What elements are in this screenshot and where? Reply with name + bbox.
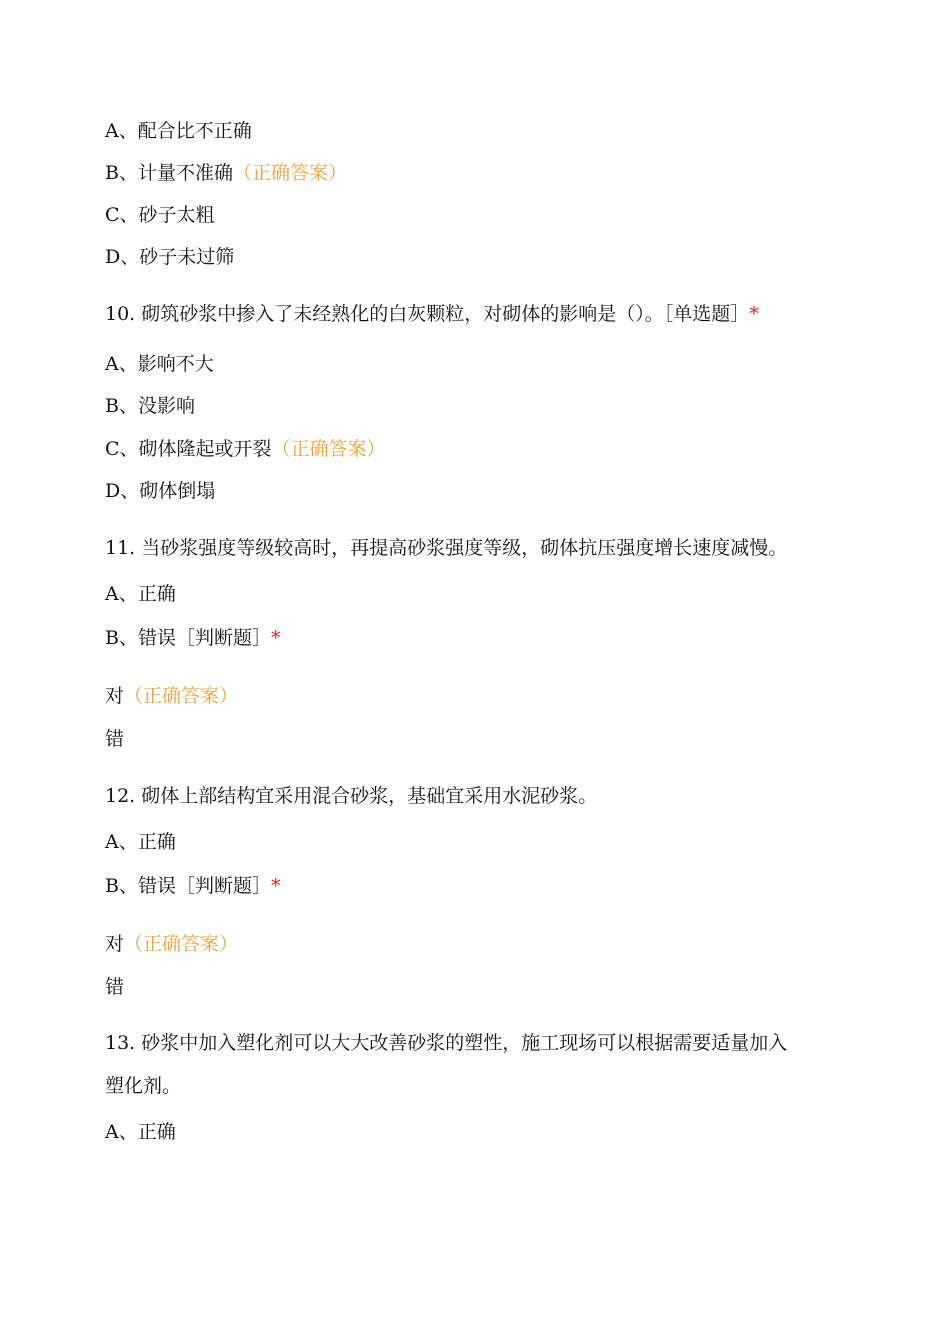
q10-option-c[interactable] bbox=[105, 437, 386, 461]
q11-option-a[interactable] bbox=[105, 582, 176, 606]
choice-text: 错 bbox=[105, 728, 125, 750]
q12-option-a[interactable] bbox=[105, 830, 176, 854]
option-text: A、正确 bbox=[105, 583, 176, 605]
q9-option-d[interactable] bbox=[105, 245, 234, 269]
option-text: B、错误［判断题］ bbox=[105, 627, 271, 649]
option-text: A、配合比不正确 bbox=[105, 120, 252, 142]
question-text: 砌体上部结构宜采用混合砂浆，基础宜采用水泥砂浆。 bbox=[141, 785, 598, 807]
correct-answer-tag: （正确答案） bbox=[124, 685, 239, 707]
q10-option-d[interactable] bbox=[105, 479, 215, 503]
option-text: A、影响不大 bbox=[105, 353, 214, 375]
q12-choice-true[interactable] bbox=[105, 932, 238, 956]
option-text: C、砌体隆起或开裂 bbox=[105, 438, 272, 460]
option-text: C、砂子太粗 bbox=[105, 204, 215, 226]
question-text: 当砂浆强度等级较高时，再提高砂浆强度等级，砌体抗压强度增长速度减慢。 bbox=[141, 537, 788, 559]
correct-answer-tag: （正确答案） bbox=[124, 933, 239, 955]
choice-text: 错 bbox=[105, 976, 125, 998]
option-text: B、没影响 bbox=[105, 395, 195, 417]
option-text: A、正确 bbox=[105, 1121, 176, 1143]
q9-option-b[interactable] bbox=[105, 161, 347, 185]
correct-answer-tag: （正确答案） bbox=[232, 162, 347, 184]
choice-text: 对 bbox=[105, 933, 125, 955]
q13-stem bbox=[105, 1031, 787, 1055]
q12-stem bbox=[105, 784, 597, 808]
question-number: 13. bbox=[105, 1032, 136, 1054]
choice-text: 对 bbox=[105, 685, 125, 707]
q11-choice-false[interactable] bbox=[105, 727, 124, 751]
q10-option-a[interactable] bbox=[105, 352, 214, 376]
option-text: D、砂子未过筛 bbox=[105, 246, 235, 268]
option-text: B、错误［判断题］ bbox=[105, 875, 271, 897]
q11-stem bbox=[105, 536, 787, 560]
question-number: 10. bbox=[105, 303, 136, 325]
option-text: B、计量不准确 bbox=[105, 162, 233, 184]
required-marker: * bbox=[749, 303, 759, 325]
q9-option-c[interactable] bbox=[105, 203, 215, 227]
q10-stem bbox=[105, 302, 759, 326]
required-marker: * bbox=[270, 875, 281, 897]
q11-option-b[interactable] bbox=[105, 626, 280, 650]
option-text: D、砌体倒塌 bbox=[105, 480, 216, 502]
q10-option-b[interactable] bbox=[105, 394, 195, 418]
q12-option-b[interactable] bbox=[105, 874, 280, 898]
q11-choice-true[interactable] bbox=[105, 684, 238, 708]
q13-option-a[interactable] bbox=[105, 1120, 176, 1144]
correct-answer-tag: （正确答案） bbox=[271, 438, 386, 460]
question-number: 11. bbox=[105, 537, 136, 559]
required-marker: * bbox=[270, 627, 281, 649]
q9-option-a[interactable] bbox=[105, 119, 252, 143]
q12-choice-false[interactable] bbox=[105, 975, 124, 999]
option-text: A、正确 bbox=[105, 831, 176, 853]
question-text: 塑化剂。 bbox=[105, 1075, 182, 1097]
q13-stem-continued bbox=[105, 1074, 181, 1098]
question-number: 12. bbox=[105, 785, 136, 807]
question-text: 砌筑砂浆中掺入了未经熟化的白灰颗粒，对砌体的影响是（）。［单选题］ bbox=[141, 303, 750, 325]
question-text: 砂浆中加入塑化剂可以大大改善砂浆的塑性，施工现场可以根据需要适量加入 bbox=[141, 1032, 788, 1054]
